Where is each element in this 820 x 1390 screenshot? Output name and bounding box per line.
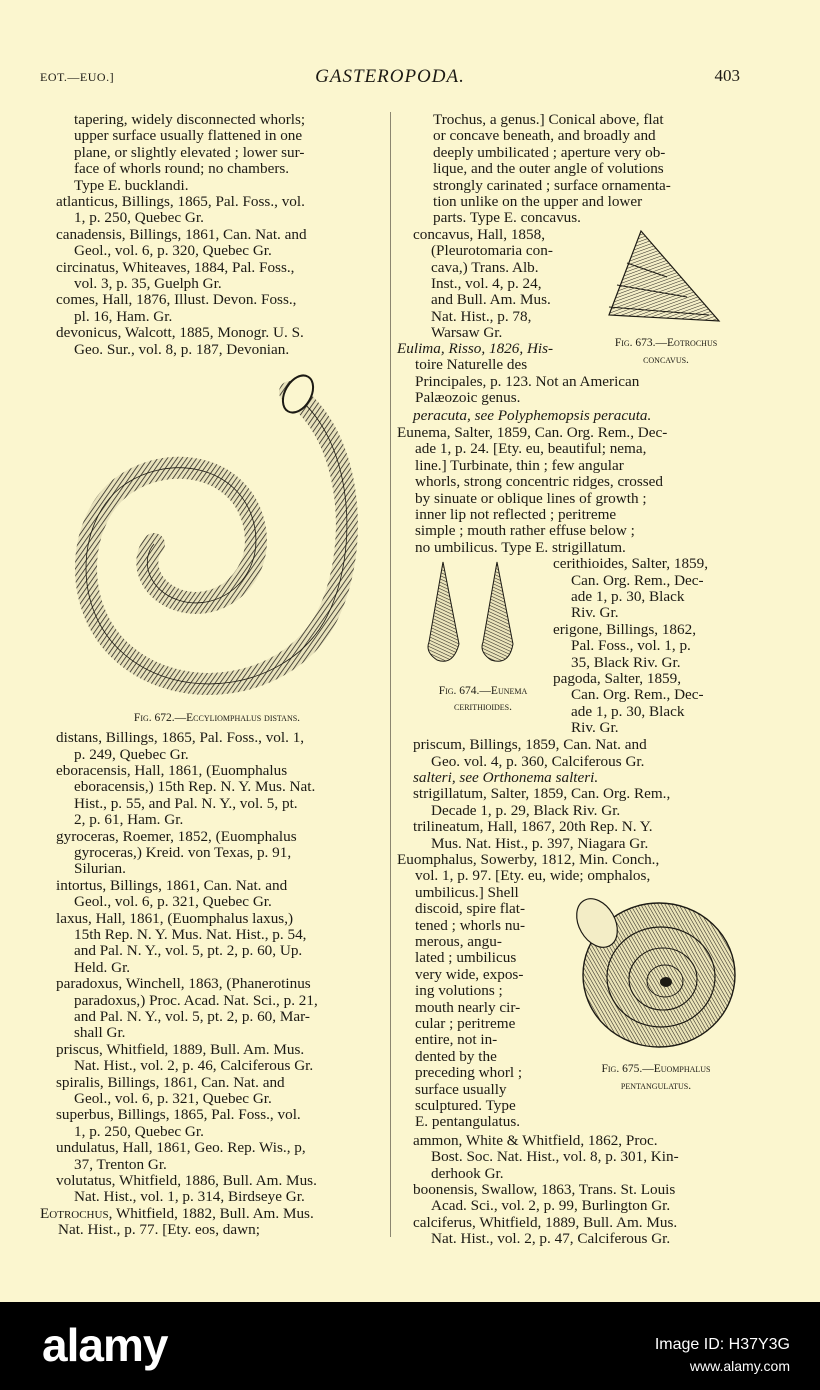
figure-675-caption: Fig. 675.—Euomphalus pentangulatus. bbox=[601, 1063, 711, 1092]
species-entry: atlanticus, Billings, 1865, Pal. Foss., vol. 1, p. 250, Quebec Gr. bbox=[56, 193, 305, 227]
species-entry: circinatus, Whiteaves, 1884, Pal. Foss., vol. 3, p. 35, Guelph Gr. bbox=[56, 258, 295, 293]
euomphalus-description: umbilicus.] Shell discoid, spire flat- tened ; whorls nu- merous, angu- lated ; umbilicus very wide, expos- ing volutions ; mouth nearly cir- cular ; peritreme entire, not in- dented by the preceding whorl ; surface usually sculptured. Type E. pentangulatus. bbox=[415, 883, 526, 1131]
genus-entry-eunema: Eunema, Salter, 1859, Can. Org. Rem., Dec- ade 1, p. 24. [Ety. eu, beautiful; nema, line.] Turbinate, thin ; few angular whorls, strong concentric ridges, crossed by sinuate or oblique lines of growth ; inner lip not reflected ; peritreme simple ; mouth rather effuse below ; no umbilicus. Type E. strigillatum. bbox=[397, 423, 668, 556]
figure-674-caption: Fig. 674.—Eunema cerithioides. bbox=[438, 684, 528, 713]
left-column bbox=[40, 111, 378, 1239]
eunema-shells-illustration bbox=[413, 556, 533, 676]
euomphalus-shell-illustration bbox=[571, 885, 741, 1055]
figure-675 bbox=[571, 885, 741, 1094]
column-divider bbox=[390, 112, 391, 1237]
species-entry: ammon, White & Whitfield, 1862, Proc. Bost. Soc. Nat. Hist., vol. 8, p. 301, Kin- derhook Gr. bbox=[413, 1131, 679, 1182]
eunema-species-list: cerithioides, Salter, 1859, Can. Org. Rem., Dec- ade 1, p. 30, Black Riv. Gr. erigone, Billings, 1862, Pal. Foss., vol. 1, p. 35, Black Riv. Gr. pagoda, Salter, 1859, Can. Org. Rem., Dec- ade 1, p. 30, Black Riv. Gr. bbox=[553, 555, 709, 737]
species-entry: superbus, Billings, 1865, Pal. Foss., vol. 1, p. 250, Quebec Gr. bbox=[56, 1106, 301, 1140]
right-column bbox=[397, 111, 741, 1248]
eccyliomphalus-shell-illustration bbox=[62, 364, 372, 704]
species-entry: priscus, Whitfield, 1889, Bull. Am. Mus. Nat. Hist., vol. 2, p. 46, Calciferous Gr. bbox=[56, 1040, 314, 1075]
genus-entry-eotrochus: Eotrochus, Whitfield, 1882, Bull. Am. Mus. Nat. Hist., p. 77. [Ety. eos, dawn; bbox=[40, 1204, 314, 1239]
species-entry: concavus, Hall, 1858, (Pleurotomaria con- cava,) Trans. Alb. Inst., vol. 4, p. 24, and Bull. Am. Mus. Nat. Hist., p. 78, Warsaw Gr. bbox=[413, 225, 553, 342]
figure-674 bbox=[413, 556, 553, 715]
page-header bbox=[40, 66, 740, 90]
text-line: plane, or slightly elevated ; lower sur- bbox=[74, 143, 305, 161]
concavus-block bbox=[413, 225, 741, 366]
species-entry: devonicus, Walcott, 1885, Monogr. U. S. Geo. Sur., vol. 8, p. 187, Devonian. bbox=[56, 324, 304, 358]
figure-673 bbox=[591, 227, 741, 368]
species-entry: calciferus, Whitfield, 1889, Bull. Am. Mus. Nat. Hist., vol. 2, p. 47, Calciferous Gr. bbox=[413, 1213, 678, 1248]
species-entry: peracuta, see Polyphemopsis peracuta. bbox=[413, 407, 652, 425]
species-entry: spiralis, Billings, 1861, Can. Nat. and Geol., vol. 6, p. 321, Quebec Gr. bbox=[56, 1073, 285, 1108]
species-entry: salteri, see Orthonema salteri. bbox=[413, 768, 599, 786]
species-entry: comes, Hall, 1876, Illust. Devon. Foss., pl. 16, Ham. Gr. bbox=[56, 291, 297, 325]
eunema-species-block bbox=[413, 556, 741, 737]
text-line: face of whorls round; no chambers. bbox=[74, 160, 290, 178]
text-line: Type E. bucklandi. bbox=[74, 176, 189, 194]
species-entry: eboracensis, Hall, 1861, (Euomphalus eboracensis,) 15th Rep. N. Y. Mus. Nat. Hist., p. 55, and Pal. N. Y., vol. 5, pt. 2, p. 61, Ham. Gr. bbox=[56, 761, 316, 829]
header-guide-words: EOT.—EUO.] bbox=[40, 70, 115, 84]
page-number: 403 bbox=[714, 66, 740, 85]
species-entry: laxus, Hall, 1861, (Euomphalus laxus,) 15th Rep. N. Y. Mus. Nat. Hist., p. 54, and Pal. N. Y., vol. 5, pt. 2, p. 60, Up. Held. Gr. bbox=[56, 909, 307, 976]
text-line: upper surface usually flattened in one bbox=[74, 127, 303, 145]
image-id: Image ID: H37Y3G bbox=[654, 1336, 790, 1353]
species-entry: distans, Billings, 1865, Pal. Foss., vol. 1, p. 249, Quebec Gr. bbox=[56, 729, 305, 763]
species-entry: strigillatum, Salter, 1859, Can. Org. Rem., Decade 1, p. 29, Black Riv. Gr. bbox=[413, 785, 671, 819]
species-entry: trilineatum, Hall, 1867, 20th Rep. N. Y. Mus. Nat. Hist., p. 397, Niagara Gr. bbox=[413, 818, 653, 852]
species-entry: paradoxus, Winchell, 1863, (Phanerotinus paradoxus,) Proc. Acad. Nat. Sci., p. 21, and Pal. N. Y., vol. 5, pt. 2, p. 60, Mar- shall Gr. bbox=[56, 975, 318, 1042]
species-entry: intortus, Billings, 1861, Can. Nat. and Geol., vol. 6, p. 321, Quebec Gr. bbox=[56, 876, 288, 911]
brand-logo: alamy bbox=[42, 1319, 168, 1371]
species-entry: priscum, Billings, 1859, Can. Nat. and Geo. vol. 4, p. 360, Calciferous Gr. bbox=[413, 736, 647, 770]
species-entry: undulatus, Hall, 1861, Geo. Rep. Wis., p, 37, Trenton Gr. bbox=[56, 1139, 306, 1173]
eotrochus-description: Trochus, a genus.] Conical above, flat or concave beneath, and broadly and deeply umbilicated ; aperture very ob- lique, and the outer angle of volutions strongly carinated ; surface ornamenta- tion unlike on the upper and lower parts. Type E. concavus. bbox=[433, 111, 671, 227]
eotrochus-shell-illustration bbox=[591, 227, 741, 327]
figure-673-caption: Fig. 673.—Eotrochus concavus. bbox=[614, 337, 718, 366]
species-entry: canadensis, Billings, 1861, Can. Nat. and Geol., vol. 6, p. 320, Quebec Gr. bbox=[56, 225, 307, 260]
species-entry: gyroceras, Roemer, 1852, (Euomphalus gyroceras,) Kreid. von Texas, p. 91, Silurian. bbox=[56, 827, 297, 878]
site-url: www.alamy.com bbox=[689, 1358, 790, 1374]
header-title: GASTEROPODA. bbox=[315, 66, 465, 87]
watermark-banner bbox=[0, 1302, 820, 1390]
intro-paragraph bbox=[56, 112, 378, 194]
species-entry: volutatus, Whitfield, 1886, Bull. Am. Mus. Nat. Hist., vol. 1, p. 314, Birdseye Gr. bbox=[56, 1172, 317, 1206]
genus-name: Eotrochus bbox=[40, 1204, 109, 1222]
text-line: tapering, widely disconnected whorls; bbox=[74, 111, 306, 128]
genus-entry-euomphalus: Euomphalus, Sowerby, 1812, Min. Conch., vol. 1, p. 97. [Ety. eu, wide; omphalos, bbox=[397, 850, 660, 885]
figure-672-caption: Fig. 672.—Eccyliomphalus distans. bbox=[133, 711, 301, 724]
genus-entry-eulima: Eulima, Risso, 1826, His- toire Naturelle des Principales, p. 123. Not an American Palæozoic genus. bbox=[397, 339, 640, 407]
figure-672 bbox=[56, 364, 378, 726]
species-entry: boonensis, Swallow, 1863, Trans. St. Louis Acad. Sci., vol. 2, p. 99, Burlington Gr. bbox=[413, 1181, 676, 1215]
euomphalus-block bbox=[413, 885, 741, 1133]
